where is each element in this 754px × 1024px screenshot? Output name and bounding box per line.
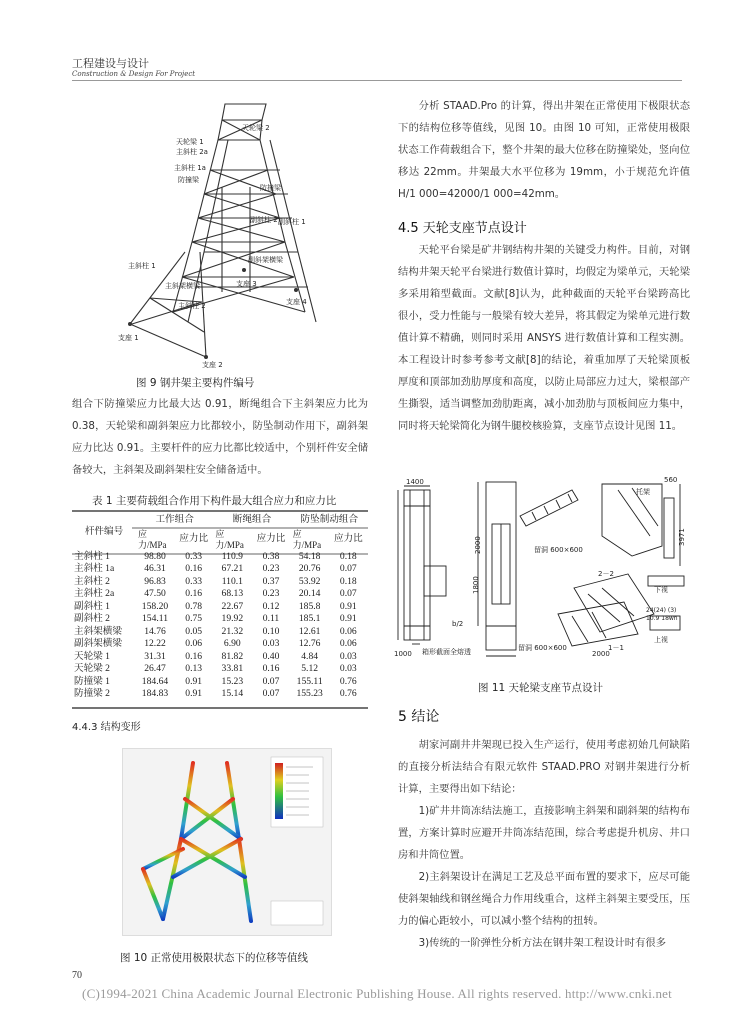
table-row xyxy=(72,638,368,651)
right-top-paragraph xyxy=(398,95,690,205)
page-number: 70 xyxy=(72,970,82,981)
label-zhu-jia-hengliang: 主斜架横梁 xyxy=(165,282,200,290)
table-cell: 0.40 xyxy=(262,650,280,662)
conclusion-block xyxy=(398,734,690,954)
label-fu-jia-hengliang: 副斜架横梁 xyxy=(248,256,283,264)
table-cell: 0.33 xyxy=(185,550,203,562)
dim-1400: 1400 xyxy=(406,478,424,486)
table-cell: 12.61 xyxy=(298,625,321,637)
table-cell: 98.80 xyxy=(144,550,166,562)
table-cell: 46.31 xyxy=(144,563,166,574)
section-4-5: 4.5 天轮支座节点设计 xyxy=(398,221,527,236)
table-cell: 0.91 xyxy=(339,613,357,624)
figure11-drawing xyxy=(392,476,692,676)
table-row xyxy=(72,601,368,614)
label-main-zhu2: 主斜柱 2 xyxy=(178,302,206,310)
table-cell: 154.11 xyxy=(141,613,169,624)
table-cell-member: 主斜柱 2a xyxy=(74,588,115,599)
label-fu-zhu1: 副斜柱 1 xyxy=(278,218,306,226)
table-cell-member: 主斜架横梁 xyxy=(74,625,122,637)
table-cell: 0.06 xyxy=(339,625,357,637)
table-cell: 0.03 xyxy=(339,650,357,662)
right-para-top: 分析 STAAD.Pro 的计算，得出井架在正常使用下极限状态下的结构位移等值线，见图 10。由图 10 可知，正常使用极限状态工作荷载组合下，整个井架的最大位移在防撞梁处，竖向位移达 22mm。井架最大水平位移为 19mm，小于规范允许值 H/1 000=42000/1 000=42mm。 xyxy=(398,100,690,200)
table-row xyxy=(72,588,368,601)
table-cell-member: 防撞梁 1 xyxy=(74,675,110,687)
conclusion-intro: 胡家河副井井架现已投入生产运行，使用考虑初始几何缺陷的直接分析法结合有限元软件 STAAD.PRO 对钢井架进行分析计算，主要得出如下结论： xyxy=(398,739,690,795)
table-cell: 185.1 xyxy=(298,613,321,624)
table1-sub-ratio3: 应力比 xyxy=(333,533,363,545)
table-cell-member: 副斜柱 1 xyxy=(74,600,110,612)
label-zhizuo4: 支座 4 xyxy=(286,298,307,306)
label-main-zhu1a: 主斜柱 1a xyxy=(174,164,206,172)
table-cell: 54.18 xyxy=(298,550,321,562)
table-cell: 0.16 xyxy=(185,588,203,599)
table1-group-rope-break: 断绳组合 xyxy=(232,514,272,525)
table-cell: 67.21 xyxy=(221,563,244,574)
table-cell-member: 防撞梁 2 xyxy=(74,688,110,699)
label-fangzhuang: 防撞梁 xyxy=(178,176,199,184)
table-cell: 0.07 xyxy=(262,675,280,687)
table-cell: 33.81 xyxy=(221,663,244,674)
table-cell: 0.23 xyxy=(262,563,280,574)
note-tuojia: 托架 xyxy=(636,488,650,496)
journal-title: 工程建设与设计 xyxy=(72,57,149,70)
table-cell: 15.14 xyxy=(221,688,244,699)
label-fangzhuang-right: 防撞梁 xyxy=(260,184,281,192)
note-hole-dim: 10.9 18wn xyxy=(646,615,678,622)
table-row xyxy=(72,613,368,626)
table-cell: 0.11 xyxy=(262,613,280,624)
table-cell: 12.22 xyxy=(144,638,166,649)
table-cell: 155.23 xyxy=(296,688,323,699)
figure10-contour xyxy=(122,748,332,936)
label-zhizuo3: 支座 3 xyxy=(236,280,257,288)
table-row xyxy=(72,651,368,664)
dim-560: 560 xyxy=(664,476,678,484)
figure9-caption: 图 9 钢井架主要构件编号 xyxy=(136,377,255,389)
table-cell-member: 副斜架横梁 xyxy=(74,638,122,649)
conclusion-item-2: 2)主斜架设计在满足工艺及总平面布置的要求下，应尽可能使斜架轴线和钢丝绳合力作用线重合，这样主斜架主要受压，压力的偏心距较小，可以减小整个结构的扭转。 xyxy=(398,871,690,927)
table1-member-header: 杆件编号 xyxy=(84,526,124,537)
table-cell: 0.07 xyxy=(339,563,357,574)
table-cell-member: 天轮梁 2 xyxy=(74,663,110,674)
table-cell: 22.67 xyxy=(221,600,244,612)
table-row xyxy=(72,626,368,639)
table-cell: 68.13 xyxy=(221,588,244,599)
table-cell: 20.14 xyxy=(298,588,321,599)
table-cell: 0.91 xyxy=(185,688,203,699)
table-cell: 0.78 xyxy=(185,600,203,612)
table1-caption: 表 1 主要荷载组合作用下构件最大组合应力和应力比 xyxy=(92,495,337,507)
table-cell: 0.06 xyxy=(185,638,203,649)
table-cell: 0.13 xyxy=(185,663,203,674)
left-para1: 组合下防撞梁应力比最大达 0.91，断绳组合下主斜架应力比为 0.38，天轮梁和副斜架应力比都较小，防坠制动作用下，副斜架应力比达 0.91。主要杆件的应力比都比较适中，个别杆件安全储备较大，主斜架及副斜架柱安全储备适中。 xyxy=(72,398,368,476)
figure11-caption: 图 11 天轮梁支座节点设计 xyxy=(478,682,604,694)
table-cell: 0.16 xyxy=(185,563,203,574)
table-cell: 0.16 xyxy=(262,663,280,674)
dim-2000-a: 2000 xyxy=(474,536,482,554)
note-hole-1: 留洞 600×600 xyxy=(534,546,583,554)
table-row xyxy=(72,563,368,576)
table1-sub-stress3: 应力/MPa xyxy=(292,528,322,550)
table-cell: 26.47 xyxy=(144,663,166,674)
table-cell: 0.03 xyxy=(339,663,357,674)
dim-1800: 1800 xyxy=(472,576,480,594)
table-cell: 110.9 xyxy=(221,550,243,562)
table-cell: 0.10 xyxy=(262,625,280,637)
table-cell: 0.18 xyxy=(339,575,357,587)
table-cell: 185.8 xyxy=(298,600,321,612)
table-cell: 0.33 xyxy=(185,575,203,587)
table-cell: 0.91 xyxy=(339,600,357,612)
table-cell: 0.18 xyxy=(339,550,357,562)
table-cell: 184.83 xyxy=(141,688,169,699)
note-b2: b/2 xyxy=(452,620,464,628)
label-fu-zhu2: 副斜柱 2 xyxy=(250,216,278,224)
table-cell: 31.31 xyxy=(144,650,166,662)
table-cell: 158.20 xyxy=(141,600,169,612)
table-cell: 21.32 xyxy=(221,625,244,637)
table1-sub-ratio1: 应力比 xyxy=(179,533,209,545)
table-row xyxy=(72,688,368,701)
left-paragraph xyxy=(72,393,368,481)
figure9-diagram xyxy=(110,92,350,368)
table-cell: 0.05 xyxy=(185,625,203,637)
table-cell: 0.76 xyxy=(339,675,357,687)
section-1-1: 1－1 xyxy=(608,644,624,652)
figure10-caption: 图 10 正常使用极限状态下的位移等值线 xyxy=(120,952,309,964)
header-divider xyxy=(72,80,682,81)
subsection-443: 4.4.3 结构变形 xyxy=(72,722,141,733)
table-cell: 0.12 xyxy=(262,600,280,612)
table-cell: 6.90 xyxy=(223,638,241,649)
note-hole-2: 留洞 600×600 xyxy=(518,644,567,652)
table1-sub-ratio2: 应力比 xyxy=(256,533,286,545)
table-row xyxy=(72,676,368,689)
table-cell: 96.83 xyxy=(144,575,166,587)
table1-sub-stress2: 应力/MPa xyxy=(215,528,244,550)
table-cell: 15.23 xyxy=(221,675,244,687)
table-cell: 155.11 xyxy=(296,675,323,687)
table-cell: 0.03 xyxy=(262,638,280,649)
dim-1000: 1000 xyxy=(394,650,412,658)
table-cell: 0.07 xyxy=(339,588,357,599)
table-cell: 184.64 xyxy=(141,675,169,687)
table-row xyxy=(72,576,368,589)
table1-sub-stress1: 应力/MPa xyxy=(138,528,167,550)
table-cell: 0.37 xyxy=(262,575,280,587)
view-shangshi: 上视 xyxy=(654,636,668,644)
label-zhizuo2: 支座 2 xyxy=(202,361,223,368)
label-main-zhu1: 主斜柱 1 xyxy=(128,262,156,270)
dim-3971: 3971 xyxy=(678,528,686,546)
label-main-zhu2a: 主斜柱 2a xyxy=(176,148,208,156)
table1-group-braking: 防坠制动组合 xyxy=(300,514,359,525)
table-cell-member: 天轮梁 1 xyxy=(74,650,110,662)
conclusion-item-1: 1)矿井井筒冻结法施工，直接影响主斜架和副斜架的结构布置，方案计算时应避开井筒冻结范围，综合考虑提升机房、井口房和井筒位置。 xyxy=(398,805,690,861)
para-45: 天轮平台梁是矿井钢结构井架的关键受力构件。目前，对钢结构井架天轮平台梁进行数值计算时，均假定为梁单元，天轮梁多采用箱型截面。文献[8]认为，此种截面的天轮平台梁跨高比很小，受力性能与一般梁有较大差异，将其假定为梁单元进行数值计算不精确，则同时采用 ANSYS 进行数值计算和工程实测。本工程设计时参考参考文献[8]的结论，着重加厚了天轮梁顶板厚度和顶部加劲肋厚度和高度，以防止局部应力过大，梁根部产生撕裂，适当调整加劲肋距离，减小加劲肋与顶板间应力集中，同时将天轮梁简化为钢牛腿校核验算，支座节点设计见图 11。 xyxy=(398,244,690,432)
table1-group-working: 工作组合 xyxy=(155,514,194,525)
table-cell: 47.50 xyxy=(144,588,166,599)
table-cell: 14.76 xyxy=(144,625,166,637)
table-cell: 4.84 xyxy=(301,650,319,662)
table-cell-member: 主斜柱 1a xyxy=(74,563,115,574)
conclusion-item-3: 3)传统的一阶弹性分析方法在钢井架工程设计时有很多 xyxy=(418,937,666,949)
table-cell: 110.1 xyxy=(221,575,243,587)
view-xiashi: 下视 xyxy=(654,586,668,594)
table-cell: 0.91 xyxy=(185,675,203,687)
figure10-plot xyxy=(123,749,331,935)
journal-title-en: Construction & Design For Project xyxy=(72,70,196,78)
note-bolt: 24(24) (3) xyxy=(646,607,677,614)
table-cell: 19.92 xyxy=(221,613,244,624)
label-tianlun-liang2: 天轮梁 2 xyxy=(242,124,270,132)
table-cell: 0.07 xyxy=(262,688,280,699)
table-cell-member: 副斜柱 2 xyxy=(74,613,110,624)
table-cell-member: 主斜柱 2 xyxy=(74,575,110,587)
table-row xyxy=(72,663,368,676)
table-cell: 53.92 xyxy=(298,575,321,587)
table-cell: 0.38 xyxy=(262,550,280,562)
section-5: 5 结论 xyxy=(398,709,440,725)
table-cell: 81.82 xyxy=(221,650,244,662)
note-box-section: 箱形截面全熔透 xyxy=(422,648,471,656)
table-cell-member: 主斜柱 1 xyxy=(74,550,110,562)
table-cell: 0.76 xyxy=(339,688,357,699)
label-zhizuo1: 支座 1 xyxy=(118,334,139,342)
table-cell: 0.06 xyxy=(339,638,357,649)
copyright-footer: (C)1994-2021 China Academic Journal Electronic Publishing House. All rights reserved. http://www.cnki.net xyxy=(82,986,672,1001)
table-cell: 0.75 xyxy=(185,613,203,624)
table-cell: 5.12 xyxy=(301,663,319,674)
section-45-paragraph xyxy=(398,239,690,437)
table-cell: 20.76 xyxy=(298,563,321,574)
table-row xyxy=(72,551,368,564)
table-cell: 12.76 xyxy=(298,638,321,649)
table-cell: 0.16 xyxy=(185,650,203,662)
label-tianlun-liang1: 天轮梁 1 xyxy=(176,138,204,146)
section-2-2: 2－2 xyxy=(598,570,614,578)
dim-2000-b: 2000 xyxy=(592,650,610,658)
table1 xyxy=(72,514,368,701)
table-cell: 0.23 xyxy=(262,588,280,599)
